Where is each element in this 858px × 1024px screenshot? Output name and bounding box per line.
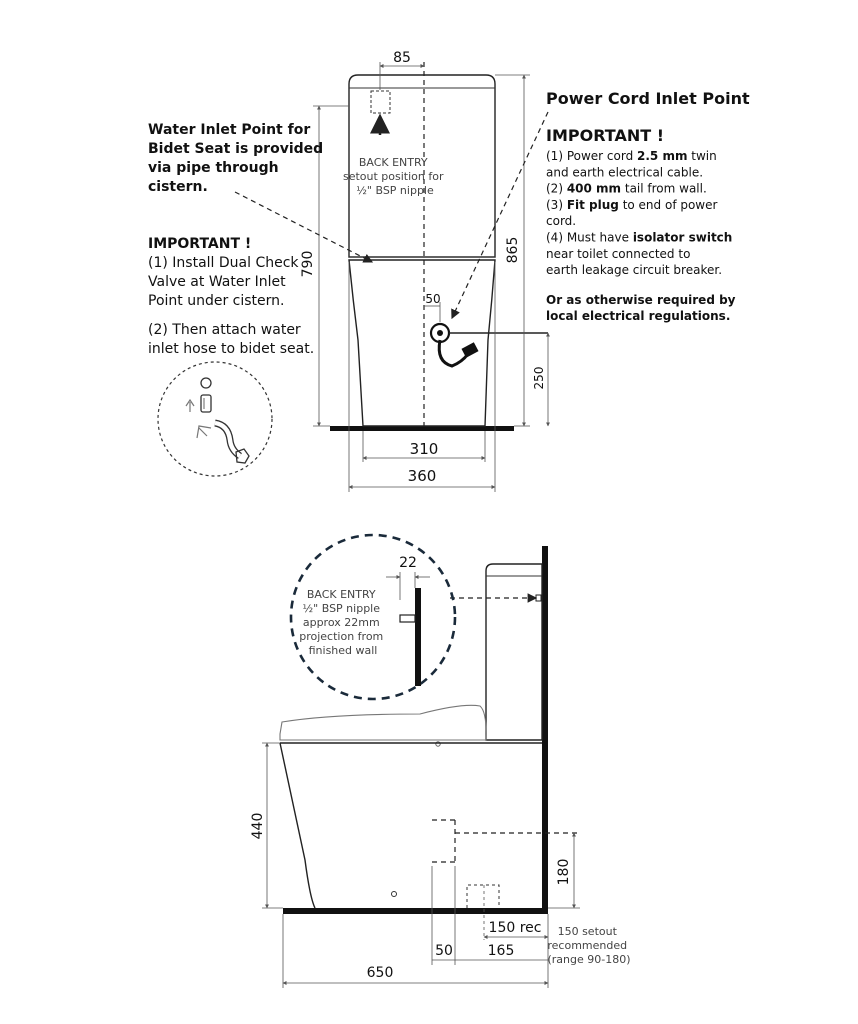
power-cord-instruction-line bbox=[546, 198, 718, 212]
instruction-run: isolator switch bbox=[632, 230, 733, 245]
front-floor bbox=[330, 426, 514, 431]
dim-440-label: 440 bbox=[250, 812, 266, 840]
dim-150rec-label: 150 rec bbox=[488, 920, 542, 936]
dim-790-label: 790 bbox=[300, 250, 316, 278]
side-cistern bbox=[486, 564, 542, 740]
power-cord-instruction-line bbox=[546, 182, 707, 196]
side-bidet-seat bbox=[280, 705, 486, 740]
power-cord-leader-arrow bbox=[452, 112, 548, 318]
instruction-run: 2.5 mm bbox=[637, 149, 688, 163]
water-inlet-heading: Water Inlet Point for Bidet Seat is provided via pipe through cistern. bbox=[148, 122, 324, 195]
power-cord-instruction-line bbox=[546, 214, 576, 228]
dim-250-label: 250 bbox=[532, 366, 546, 390]
side-screw-icon bbox=[392, 892, 397, 897]
detail-wall-icon bbox=[415, 588, 421, 686]
dim-360-label: 360 bbox=[407, 467, 437, 485]
side-view bbox=[250, 535, 631, 988]
water-inlet-important-title: IMPORTANT ! bbox=[148, 236, 252, 252]
dim-180-label: 180 bbox=[556, 858, 572, 886]
water-inlet-note bbox=[148, 122, 328, 476]
instruction-run: cord. bbox=[546, 214, 577, 229]
instruction-run: tail from wall. bbox=[621, 181, 707, 196]
instruction-run: twin bbox=[687, 149, 717, 163]
instruction-run: 400 mm bbox=[566, 181, 622, 196]
waste-outlet-marker bbox=[467, 885, 499, 908]
instruction-run: to end of power bbox=[618, 197, 718, 212]
side-pan bbox=[280, 743, 542, 908]
water-inlet-steps: (1) Install Dual Check Valve at Water Inlet Point under cistern. (2) Then attach water inlet hose to bidet seat. bbox=[148, 255, 315, 357]
power-cord-instruction-line bbox=[546, 231, 732, 245]
instruction-run: earth leakage circuit breaker. bbox=[546, 263, 723, 278]
power-cord-instruction-line bbox=[546, 263, 722, 277]
dual-check-valve-icon bbox=[186, 378, 211, 438]
power-cord-instruction-line bbox=[546, 165, 703, 179]
setout-note: 150 setout recommended (range 90-180) bbox=[547, 925, 631, 966]
power-cord-instruction-line bbox=[546, 149, 717, 163]
dim-50-front-label: 50 bbox=[425, 292, 441, 306]
back-entry-note: BACK ENTRY setout position for ½" BSP nipple bbox=[342, 156, 444, 197]
back-entry-marker bbox=[371, 91, 390, 113]
dim-22-label: 22 bbox=[399, 555, 417, 571]
power-cord-instruction-line bbox=[546, 247, 690, 261]
dim-85-label: 85 bbox=[393, 50, 411, 66]
side-wall bbox=[542, 546, 548, 913]
instruction-run: (2) bbox=[546, 181, 567, 196]
instruction-run: (3) bbox=[546, 197, 567, 212]
instruction-run: near toilet connected to bbox=[546, 246, 691, 261]
side-floor bbox=[283, 908, 548, 914]
power-cord-instructions bbox=[546, 149, 732, 277]
plug-icon bbox=[461, 342, 478, 357]
instruction-run: Fit plug bbox=[566, 197, 619, 212]
power-cord-note bbox=[546, 89, 750, 323]
dim-650-label: 650 bbox=[366, 965, 394, 981]
dim-865-label: 865 bbox=[505, 236, 521, 264]
power-cord-title: Power Cord Inlet Point bbox=[546, 89, 750, 108]
dim-310-label: 310 bbox=[409, 440, 439, 458]
dim-50-side-label: 50 bbox=[435, 943, 453, 959]
instruction-run: (4) Must have bbox=[546, 230, 633, 245]
valve-detail-circle bbox=[158, 362, 272, 476]
power-cord-important-title: IMPORTANT ! bbox=[546, 126, 665, 145]
detail-note: BACK ENTRY ½" BSP nipple approx 22mm projection from finished wall bbox=[299, 588, 384, 657]
front-view bbox=[300, 50, 548, 492]
inlet-hose-icon bbox=[215, 423, 249, 463]
instruction-run: and earth electrical cable. bbox=[546, 165, 704, 180]
side-nipple-icon bbox=[536, 595, 541, 601]
power-cord-footer: Or as otherwise required by local electrical regulations. bbox=[546, 293, 736, 323]
detail-nipple-icon bbox=[400, 615, 415, 622]
inlet-dot bbox=[437, 330, 443, 336]
dim-165-label: 165 bbox=[487, 943, 515, 959]
instruction-run: (1) Power cord bbox=[546, 149, 638, 163]
